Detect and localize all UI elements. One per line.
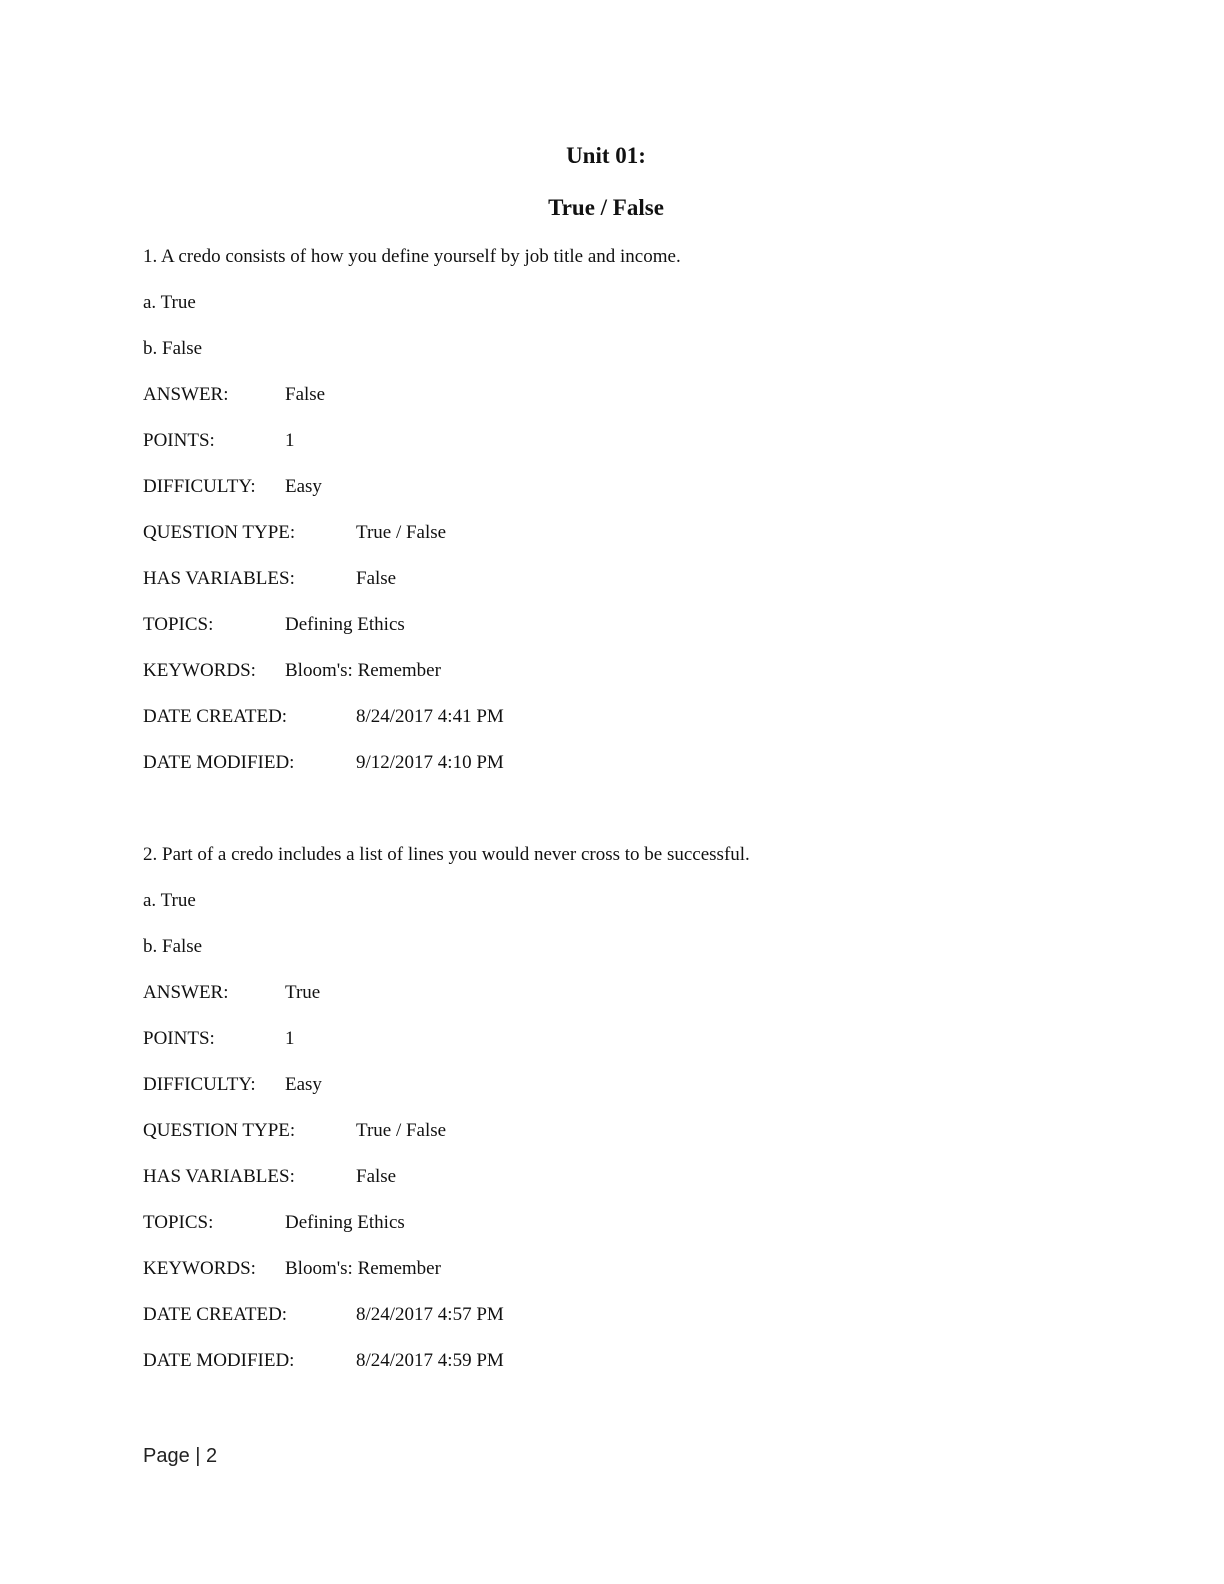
date-created-label: DATE CREATED:: [143, 706, 288, 727]
question-type-label: QUESTION TYPE:: [143, 522, 296, 543]
date-modified-value: 9/12/2017 4:10 PM: [356, 752, 504, 773]
answer-label: ANSWER:: [143, 982, 229, 1003]
keywords-value: Bloom's: Remember: [285, 1258, 441, 1279]
has-variables-label: HAS VARIABLES:: [143, 1166, 295, 1187]
topics-label: TOPICS:: [143, 1212, 214, 1233]
keywords-row: [143, 1257, 1043, 1303]
points-label: POINTS:: [143, 430, 215, 451]
difficulty-row: [143, 1073, 1043, 1119]
difficulty-label: DIFFICULTY:: [143, 1074, 256, 1095]
topics-row: [143, 1211, 1043, 1257]
date-modified-row: [143, 751, 1043, 797]
answer-row: [143, 383, 1043, 429]
keywords-value: Bloom's: Remember: [285, 660, 441, 681]
topics-row: [143, 613, 1043, 659]
date-modified-value: 8/24/2017 4:59 PM: [356, 1350, 504, 1371]
answer-row: [143, 981, 1043, 1027]
question-type-row: [143, 1119, 1043, 1165]
answer-value: False: [285, 384, 326, 405]
option-b: b. False: [143, 338, 203, 359]
difficulty-label: DIFFICULTY:: [143, 476, 256, 497]
question-type-value: True / False: [356, 1120, 447, 1141]
has-variables-row: [143, 1165, 1043, 1211]
points-row: [143, 1027, 1043, 1073]
date-modified-label: DATE MODIFIED:: [143, 752, 295, 773]
section-title: True / False: [548, 195, 664, 220]
points-value: 1: [285, 430, 295, 451]
answer-label: ANSWER:: [143, 384, 229, 405]
points-value: 1: [285, 1028, 295, 1049]
option-a: a. True: [143, 292, 196, 313]
option-a: a. True: [143, 890, 196, 911]
topics-value: Defining Ethics: [285, 614, 405, 635]
topics-value: Defining Ethics: [285, 1212, 405, 1233]
question-2: [143, 843, 1043, 1395]
keywords-label: KEYWORDS:: [143, 660, 256, 681]
difficulty-value: Easy: [285, 476, 322, 497]
has-variables-row: [143, 567, 1043, 613]
difficulty-row: [143, 475, 1043, 521]
keywords-label: KEYWORDS:: [143, 1258, 256, 1279]
has-variables-value: False: [356, 568, 397, 589]
question-1: [143, 245, 1043, 797]
page-number: Page | 2: [143, 1445, 218, 1467]
date-created-value: 8/24/2017 4:41 PM: [356, 706, 504, 727]
date-modified-label: DATE MODIFIED:: [143, 1350, 295, 1371]
answer-value: True: [285, 982, 321, 1003]
date-created-value: 8/24/2017 4:57 PM: [356, 1304, 504, 1325]
date-modified-row: [143, 1349, 1043, 1395]
has-variables-label: HAS VARIABLES:: [143, 568, 295, 589]
has-variables-value: False: [356, 1166, 397, 1187]
date-created-row: [143, 1303, 1043, 1349]
question-text: 1. A credo consists of how you define yourself by job title and income.: [143, 246, 681, 267]
topics-label: TOPICS:: [143, 614, 214, 635]
points-label: POINTS:: [143, 1028, 215, 1049]
date-created-row: [143, 705, 1043, 751]
keywords-row: [143, 659, 1043, 705]
unit-title: Unit 01:: [566, 143, 646, 168]
option-b: b. False: [143, 936, 203, 957]
points-row: [143, 429, 1043, 475]
question-type-row: [143, 521, 1043, 567]
date-created-label: DATE CREATED:: [143, 1304, 288, 1325]
difficulty-value: Easy: [285, 1074, 322, 1095]
question-type-label: QUESTION TYPE:: [143, 1120, 296, 1141]
question-text: 2. Part of a credo includes a list of lines you would never cross to be successful.: [143, 844, 750, 865]
question-type-value: True / False: [356, 522, 447, 543]
